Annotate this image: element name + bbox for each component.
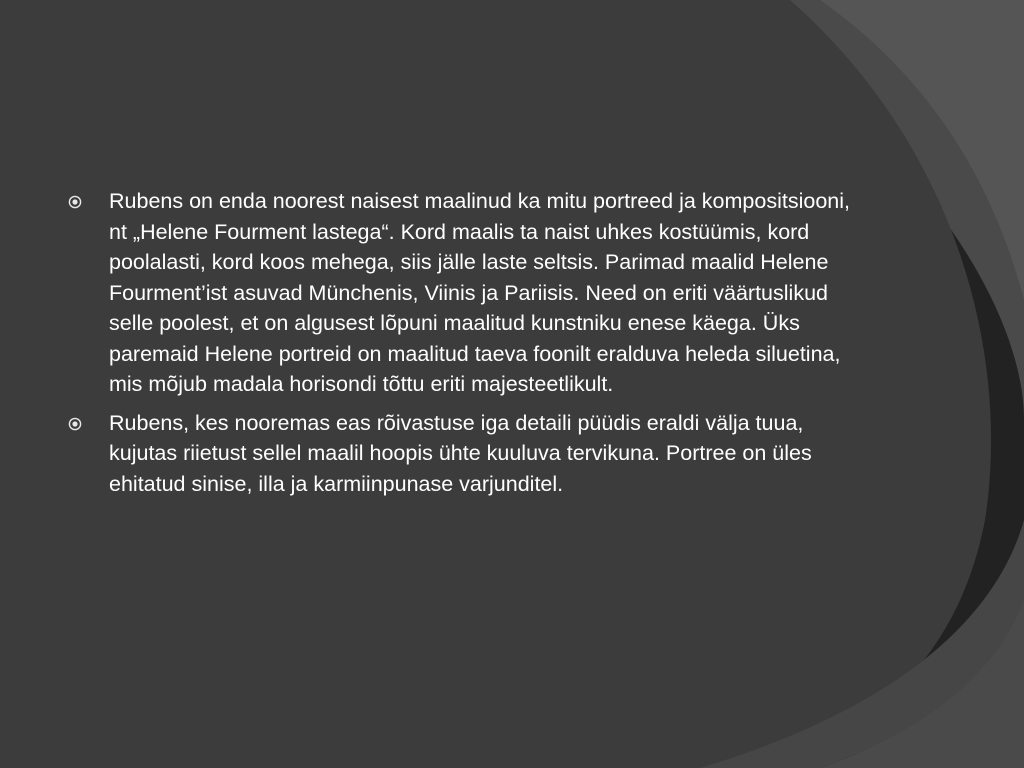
circled-dot-icon [68, 417, 82, 431]
bullet-list [68, 186, 858, 507]
bullet-text-2: Rubens, kes nooremas eas rõivastuse iga detaili püüdis eraldi välja tuua, kujutas riietust sellel maalil hoopis ühte kuuluva tervikuna. Portree on üles ehitatud sinise, illa ja karmiinpunase varjunditel. [109, 410, 812, 496]
bullet-text-1: Rubens on enda noorest naisest maalinud ka mitu portreed ja kompositsiooni, nt „Helene Fourment lastega“. Kord maalis ta naist uhkes kostüümis, kord poolalasti, kord koos mehega, siis jälle laste seltsis. Parimad maalid Helene Fourment’ist asuvad Münchenis, Viinis ja Pariisis. Need on eriti väärtuslikud selle poolest, et on algusest lõpuni maalitud kunstniku enese käega. Üks paremaid Helene portreid on maalitud taeva foonilt eralduva heleda siluetina, mis mõjub madala horisondi tõttu eriti majesteetlikult. [109, 189, 850, 396]
bullet-item-1 [68, 186, 858, 400]
bullet-item-2 [68, 408, 858, 500]
circled-dot-icon [68, 195, 82, 209]
